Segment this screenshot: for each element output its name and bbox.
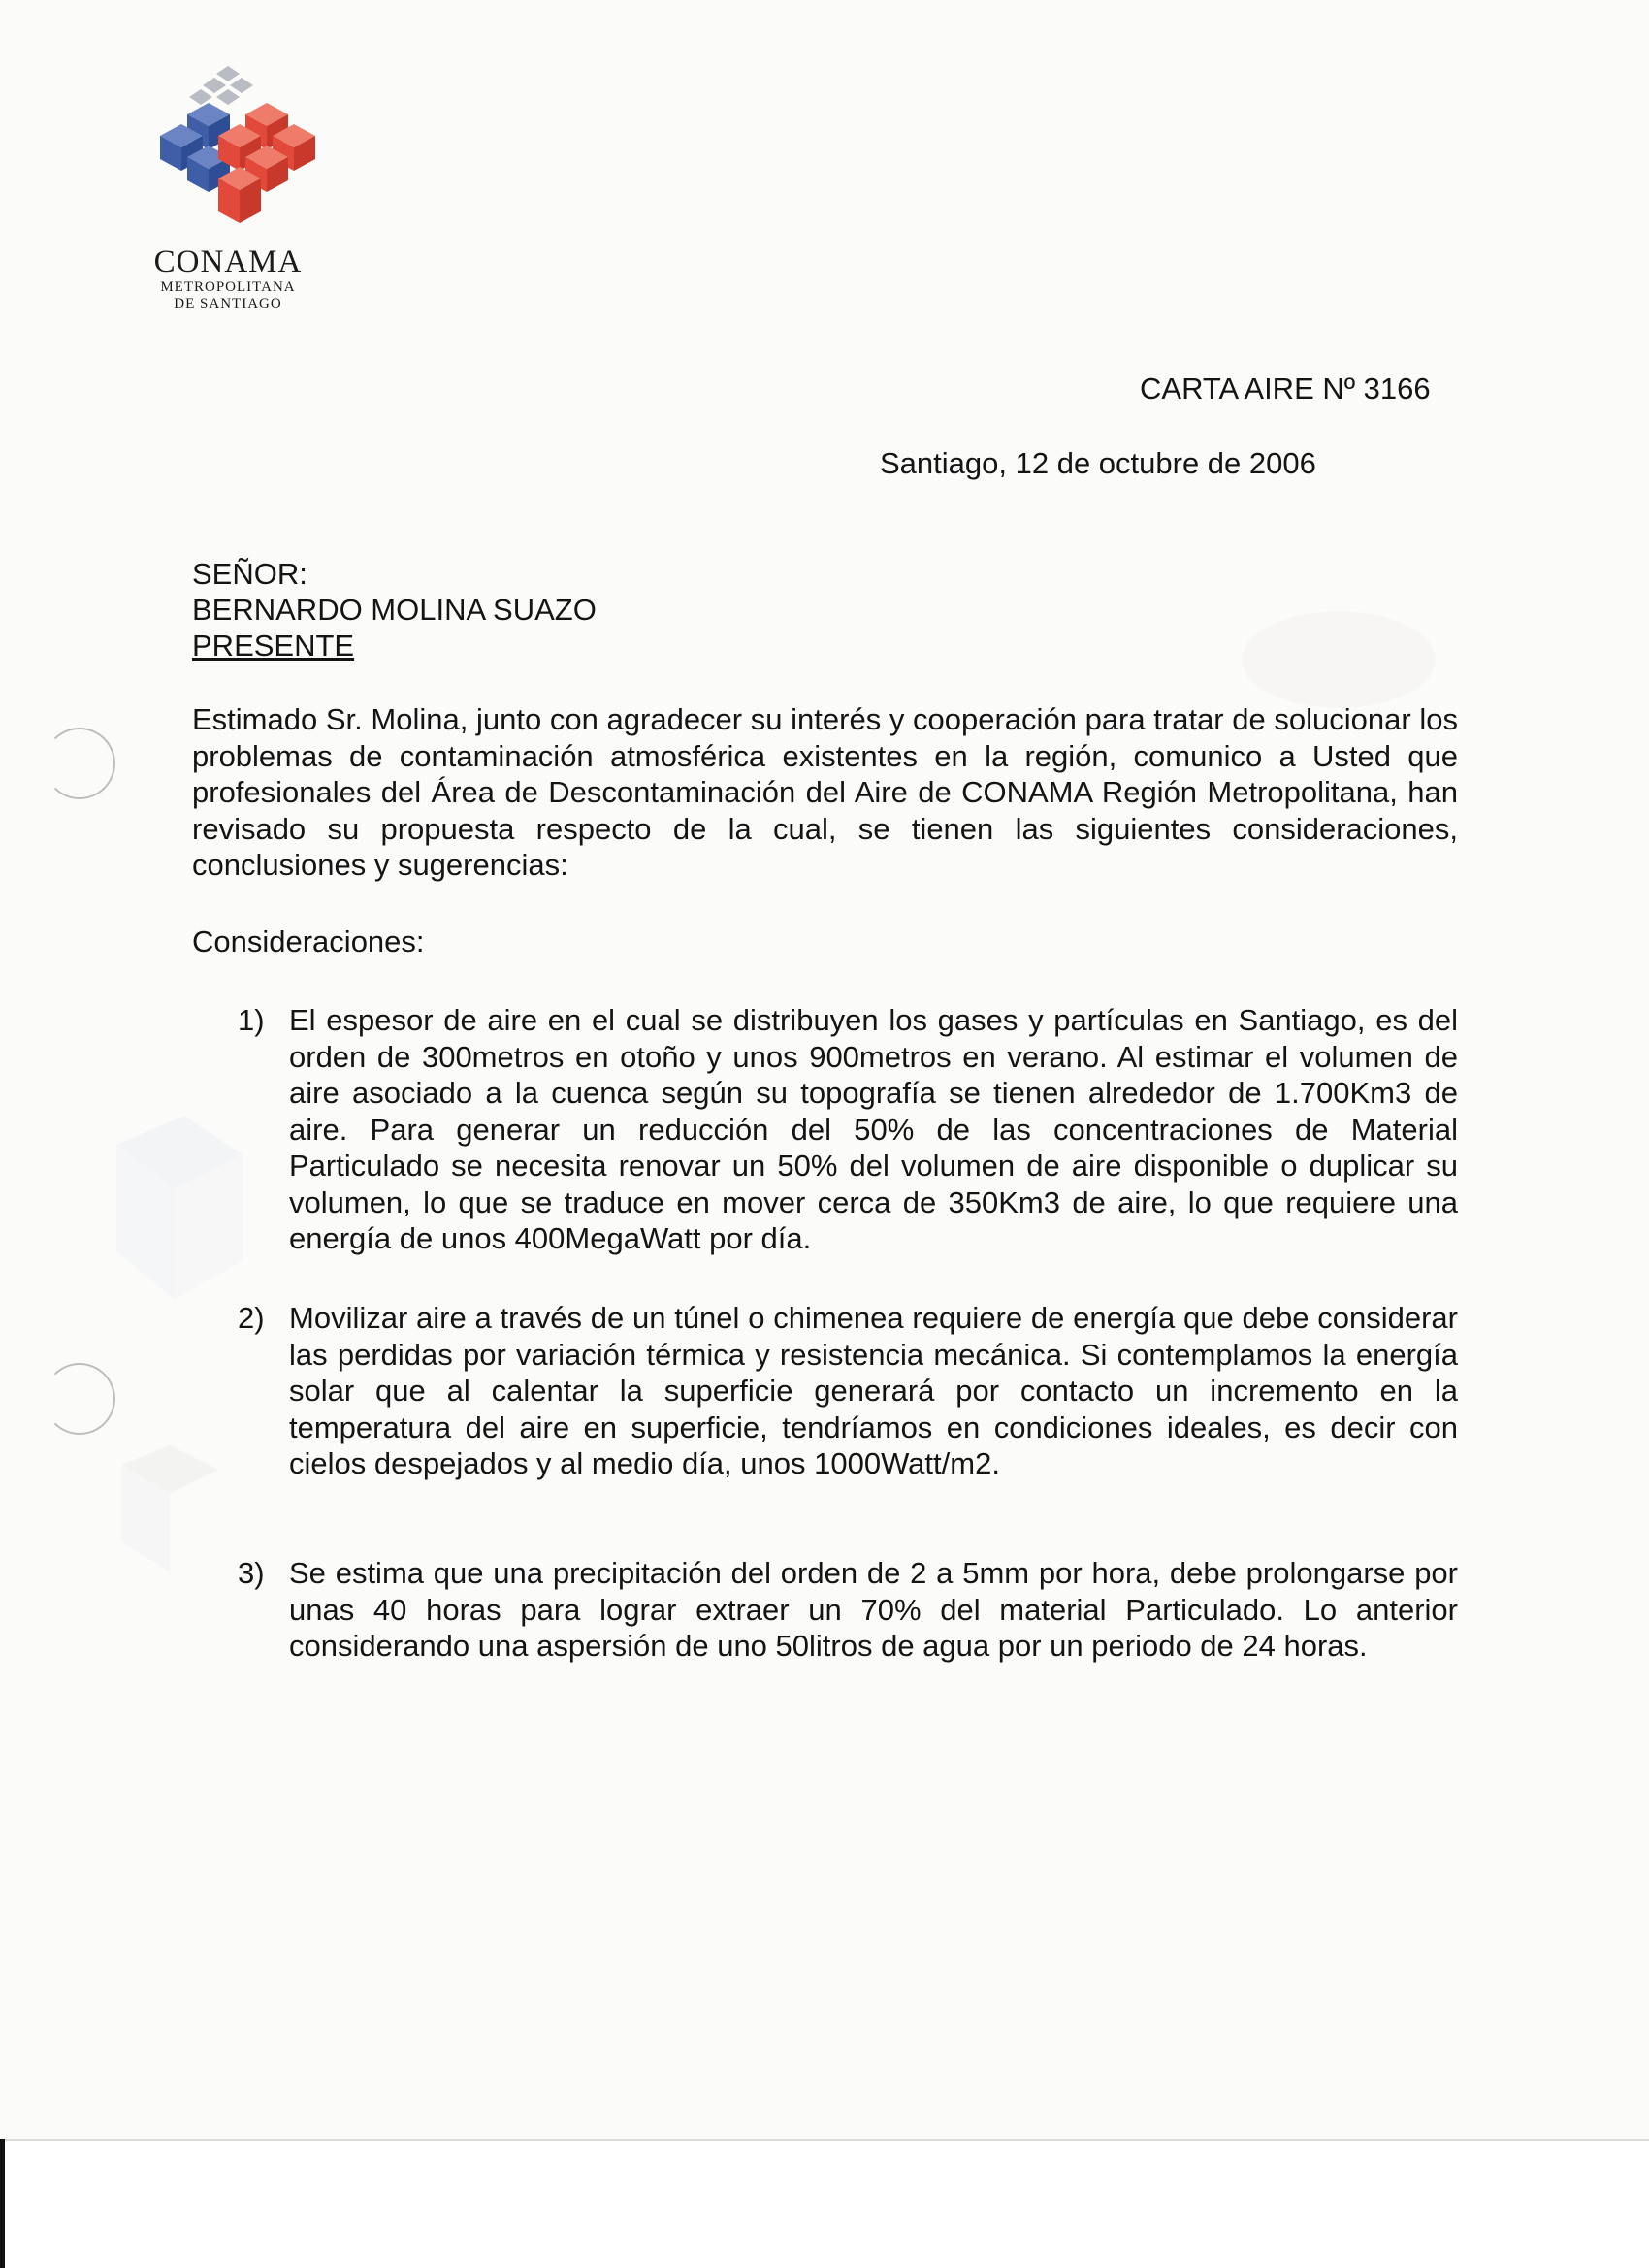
recipient-salutation: SEÑOR: <box>192 557 307 591</box>
logo-subtitle-line1: METROPOLITANA <box>160 279 296 295</box>
recipient-name: BERNARDO MOLINA SUAZO <box>192 593 597 627</box>
punch-hole-top <box>44 728 115 799</box>
list-item <box>238 1300 1458 1482</box>
place-date: Santiago, 12 de octubre de 2006 <box>880 446 1316 480</box>
logo-name: CONAMA <box>153 244 303 279</box>
list-item-number: 3) <box>238 1556 265 1590</box>
recipient-block <box>192 556 597 664</box>
conama-logo <box>116 58 340 312</box>
watermark-shape <box>107 1106 252 1310</box>
list-item <box>238 1555 1458 1665</box>
conama-logo-icon <box>131 58 325 243</box>
letter-number: CARTA AIRE Nº 3166 <box>1140 372 1431 405</box>
scan-background <box>5 2141 1649 2268</box>
logo-subtitle-line2: DE SANTIAGO <box>174 296 282 311</box>
recipient-presente: PRESENTE <box>192 629 355 663</box>
punch-hole-middle <box>44 1363 115 1435</box>
list-item <box>238 1002 1458 1257</box>
list-item-number: 1) <box>238 1003 265 1037</box>
list-item-number: 2) <box>238 1301 265 1335</box>
intro-paragraph: Estimado Sr. Molina, junto con agradecer su interés y cooperación para tratar de solucionar los problemas de contaminación atmosférica existentes en la región, comunico a Usted que profesionales del Área de Descontaminación del Aire de CONAMA Región Metropolitana, han revisado su propuesta respecto de la cual, se tienen las siguientes consideraciones, conclusiones y sugerencias: <box>192 702 1458 882</box>
watermark-shape <box>112 1436 228 1581</box>
list-item-text: Movilizar aire a través de un túnel o chimenea requiere de energía que debe considerar las perdidas por variación térmica y resistencia mecánica. Si contemplamos la energía solar que al calentar la superficie generará por contacto un incremento en la temperatura del aire en superficie, tendríamos en condiciones ideales, es decir con cielos despejados y al medio día, unos 1000Watt/m2. <box>289 1301 1458 1480</box>
list-item-text: El espesor de aire en el cual se distribuyen los gases y partículas en Santiago, es del orden de 300metros en otoño y unos 900metros en verano. Al estimar el volumen de aire asociado a la cuenca según su topografía se tienen alrededor de 1.700Km3 de aire. Para generar un reducción del 50% de las concentraciones de Material Particulado se necesita renovar un 50% del volumen de aire disponible o duplicar su volumen, lo que se traduce en mover cerca de 350Km3 de aire, lo que requiere una energía de unos 400MegaWatt por día. <box>289 1003 1458 1255</box>
watermark-shape <box>1232 601 1445 718</box>
list-item-text: Se estima que una precipitación del orden de 2 a 5mm por hora, debe prolongarse por unas 40 horas para lograr extraer un 70% del material Particulado. Lo anterior considerando una aspersión de uno 50litros de agua por un periodo de 24 horas. <box>289 1556 1458 1663</box>
section-heading: Consideraciones: <box>192 924 425 958</box>
